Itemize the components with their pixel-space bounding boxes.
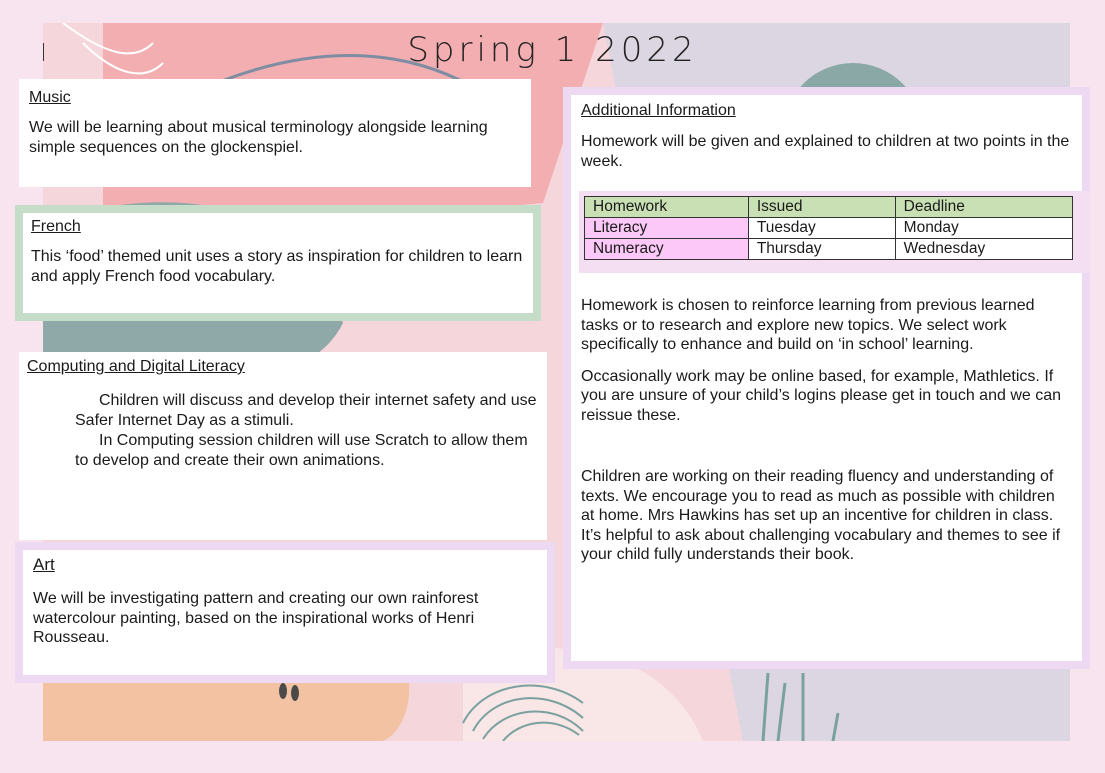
table-cell-subject: Literacy xyxy=(585,218,749,239)
french-text: This ‘food’ themed unit uses a story as inspiration for children to learn and apply French food vocabulary. xyxy=(31,248,523,285)
additional-paragraph-3: Children are working on their reading fluency and understanding of texts. We encourage you to read as much as possible with children at home. Mrs Hawkins has set up an incentive for children in class. It’s helpful to ask about challenging vocabulary and themes to see if your child fully understands their book. xyxy=(581,468,1061,563)
computing-section xyxy=(19,352,547,540)
french-heading: French xyxy=(31,218,81,235)
computing-paragraph-1: Children will discuss and develop their internet safety and use Safer Internet Day as a stimuli. xyxy=(75,392,537,429)
page-title: Spring 1 2022 xyxy=(407,30,698,70)
additional-paragraph-1: Homework is chosen to reinforce learning from previous learned tasks or to research and explore new topics. We select work specifically to enhance and build on ‘in school’ learning. xyxy=(581,297,1035,353)
computing-heading: Computing and Digital Literacy xyxy=(27,358,245,375)
table-cell: Wednesday xyxy=(895,239,1072,260)
table-cell: Tuesday xyxy=(748,218,895,239)
computing-paragraph-2: In Computing session children will use Scratch to allow them to develop and create their own animations. xyxy=(75,432,528,469)
additional-information-section xyxy=(563,87,1090,669)
art-heading: Art xyxy=(33,555,55,574)
table-cell: Monday xyxy=(895,218,1072,239)
additional-paragraph-2: Occasionally work may be online based, for example, Mathletics. If you are unsure of your child’s logins please get in touch and we can reissue these. xyxy=(581,367,1062,424)
table-header-cell: Homework xyxy=(585,197,749,218)
music-section xyxy=(19,79,531,187)
art-text: We will be investigating pattern and creating our own rainforest watercolour painting, based on the inspirational works of Henri Rousseau. xyxy=(33,590,479,646)
table-row xyxy=(585,218,1073,239)
table-row xyxy=(585,239,1073,260)
table-cell: Thursday xyxy=(748,239,895,260)
table-header-row xyxy=(585,197,1073,218)
table-cell-subject: Numeracy xyxy=(585,239,749,260)
additional-heading: Additional Information xyxy=(581,102,736,119)
additional-intro: Homework will be given and explained to children at two points in the week. xyxy=(581,133,1070,170)
homework-table xyxy=(584,196,1073,260)
art-section xyxy=(15,542,555,683)
music-text: We will be learning about musical terminology alongside learning simple sequences on the glockenspiel. xyxy=(29,119,488,156)
french-section xyxy=(15,205,541,321)
music-heading: Music xyxy=(29,89,71,106)
table-header-cell: Issued xyxy=(748,197,895,218)
table-header-cell: Deadline xyxy=(895,197,1072,218)
